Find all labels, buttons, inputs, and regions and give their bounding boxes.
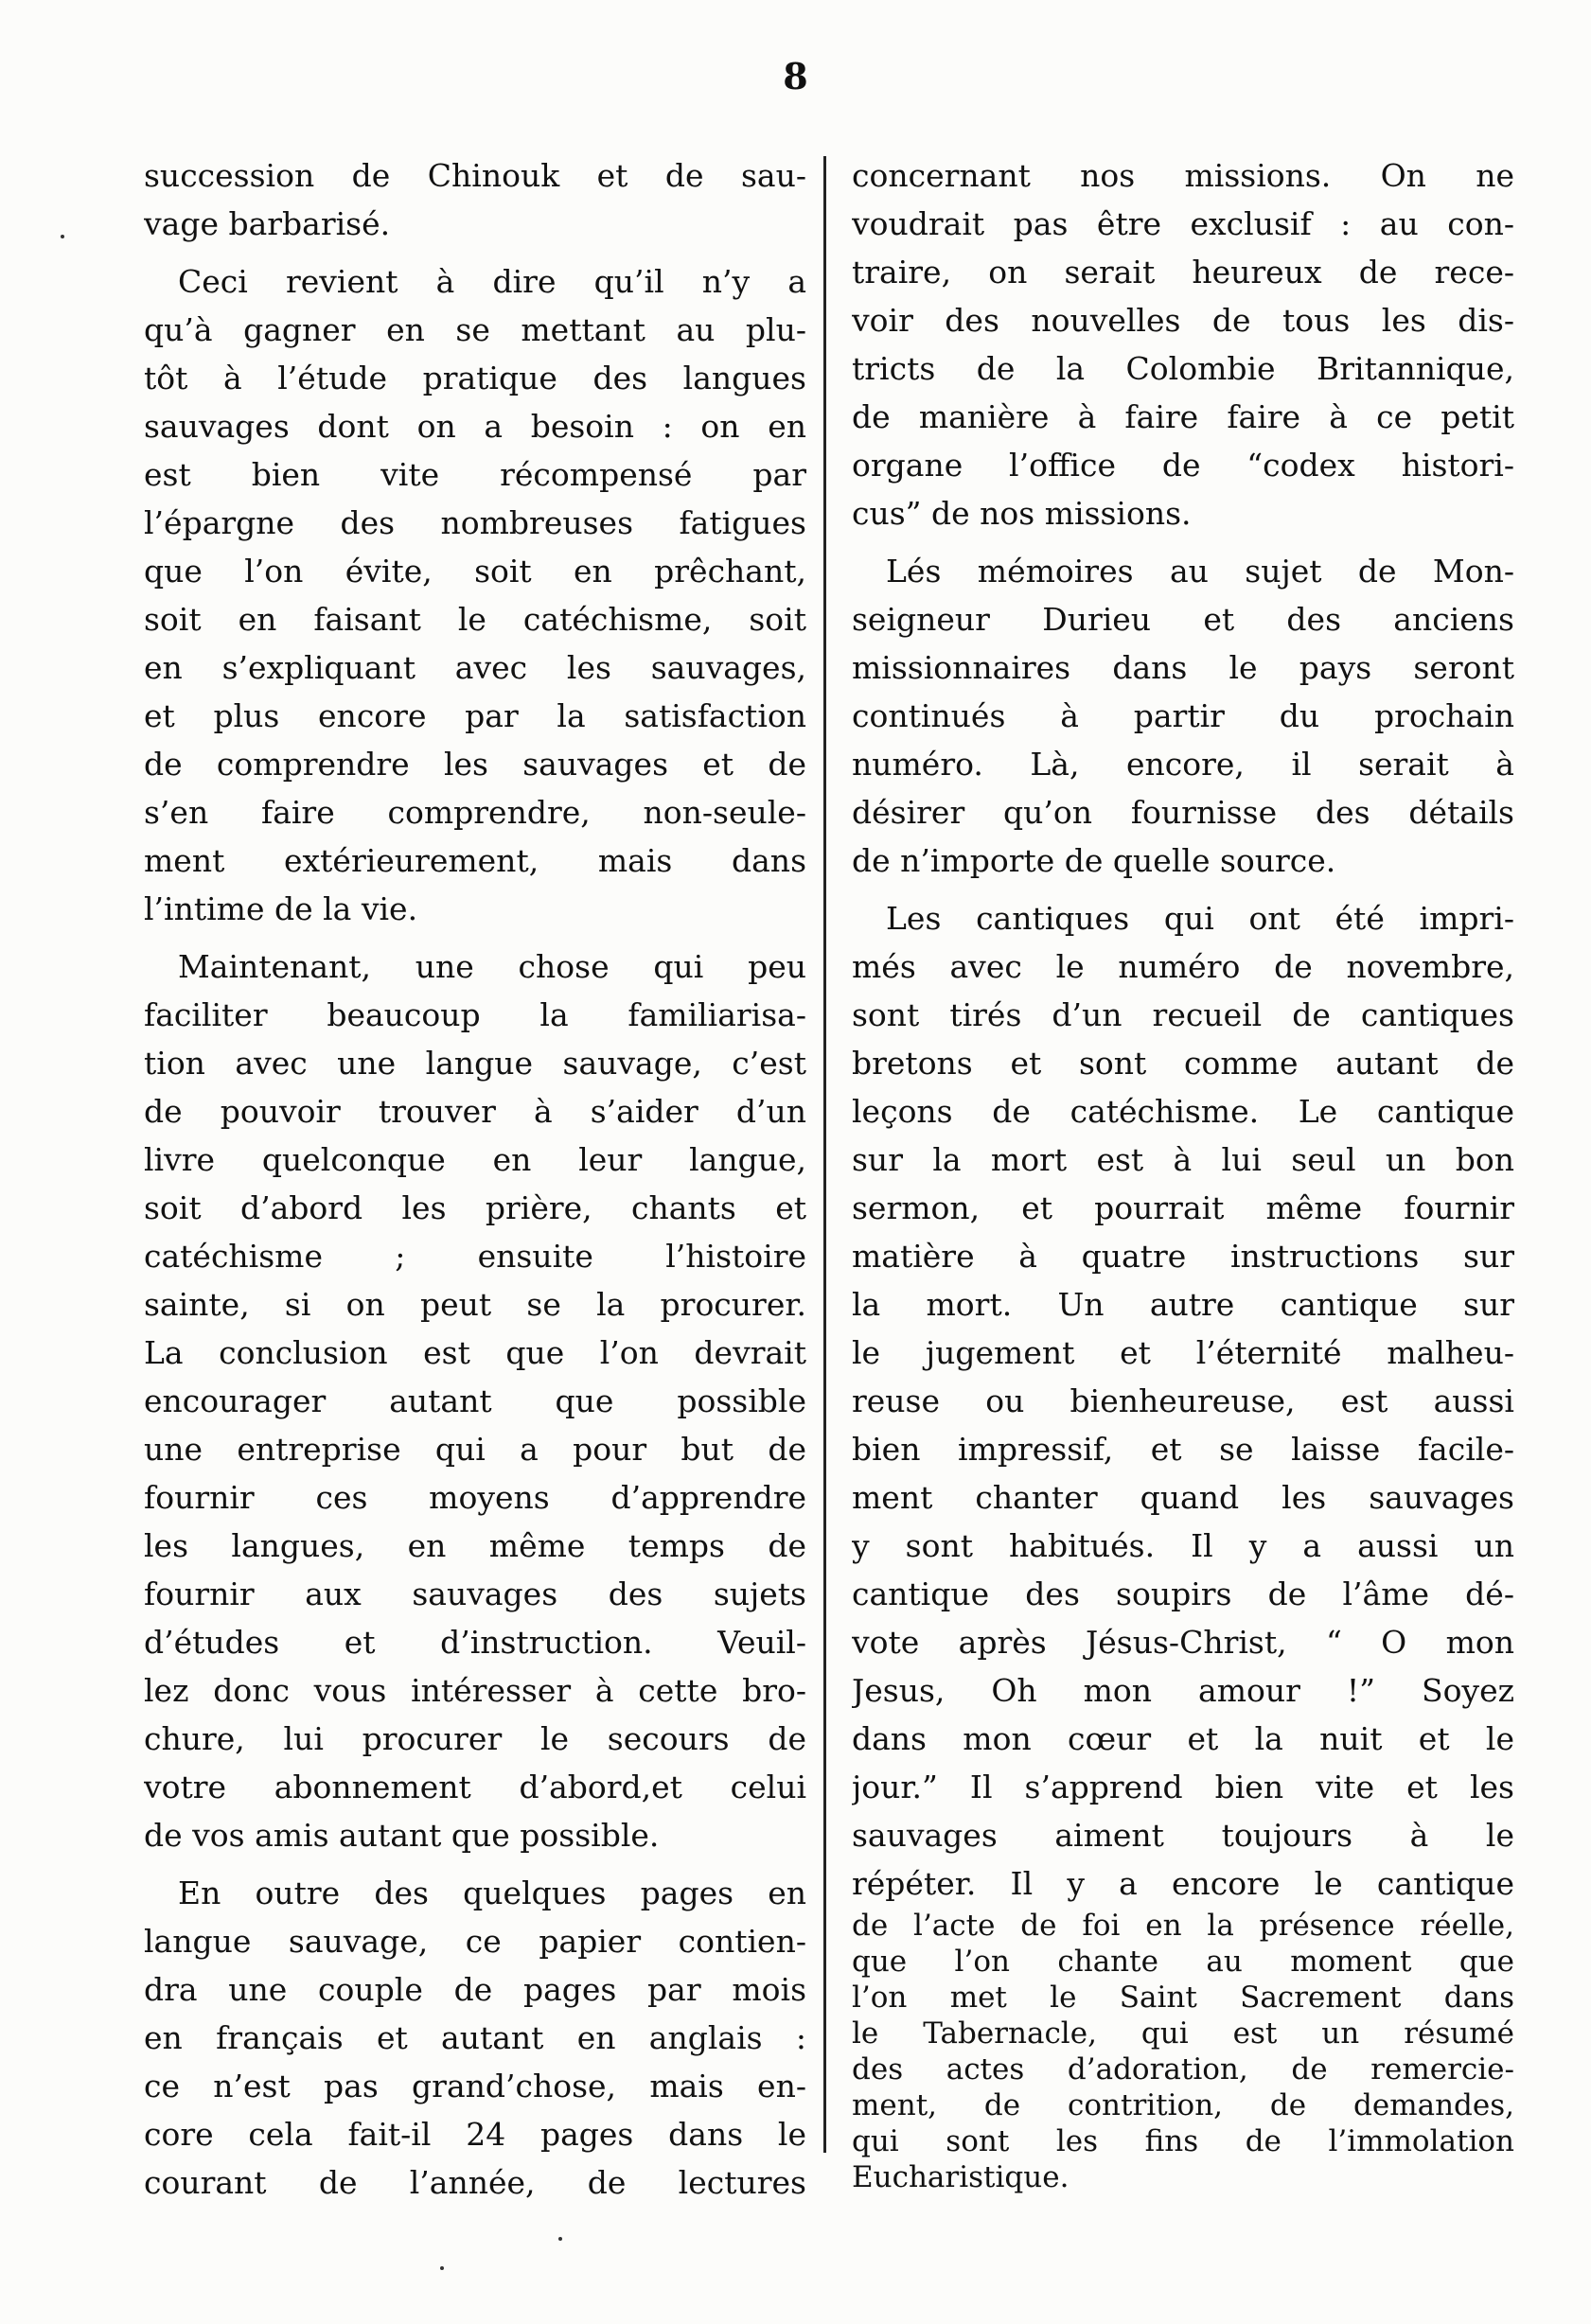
text-line: sont tirés d’un recueil de cantiques bbox=[852, 996, 1514, 1033]
text-line: langue sauvage, ce papier contien- bbox=[144, 1923, 806, 1960]
column-divider bbox=[823, 156, 826, 2153]
text-line: En outre des quelques pages en bbox=[178, 1875, 806, 1911]
text-line: bretons et sont comme autant de bbox=[852, 1045, 1514, 1082]
text-line: catéchisme ; ensuite l’histoire bbox=[144, 1238, 806, 1275]
text-line: Ceci revient à dire qu’il n’y a bbox=[178, 263, 806, 300]
text-line: livre quelconque en leur langue, bbox=[144, 1141, 806, 1178]
text-line: missionnaires dans le pays seront bbox=[852, 649, 1514, 686]
text-line: est bien vite récompensé par bbox=[144, 456, 806, 493]
text-line: soit en faisant le catéchisme, soit bbox=[144, 601, 806, 638]
text-line: tion avec une langue sauvage, c’est bbox=[144, 1045, 806, 1082]
text-line: vote après Jésus-Christ, “ O mon bbox=[852, 1624, 1514, 1661]
print-speck bbox=[440, 2266, 444, 2270]
print-speck bbox=[61, 235, 64, 238]
text-line: la mort. Un autre cantique sur bbox=[852, 1286, 1514, 1323]
text-line: désirer qu’on fournisse des détails bbox=[852, 794, 1514, 831]
text-line: voudrait pas être exclusif : au con- bbox=[852, 205, 1514, 242]
text-line: l’intime de la vie. bbox=[144, 890, 418, 927]
text-line: sauvages aiment toujours à le bbox=[852, 1817, 1514, 1854]
text-line: sermon, et pourrait même fournir bbox=[852, 1189, 1514, 1226]
text-line: l’on met le Saint Sacrement dans bbox=[852, 1981, 1514, 2015]
text-line: ment extérieurement, mais dans bbox=[144, 842, 806, 879]
text-line: sauvages dont on a besoin : on en bbox=[144, 408, 806, 445]
text-line: reuse ou bienheureuse, est aussi bbox=[852, 1382, 1514, 1419]
text-line: jour.” Il s’apprend bien vite et les bbox=[852, 1769, 1514, 1805]
text-line: chure, lui procurer le secours de bbox=[144, 1720, 806, 1757]
text-line: ment chanter quand les sauvages bbox=[852, 1479, 1514, 1516]
text-line: qui sont les fins de l’immolation bbox=[852, 2124, 1514, 2158]
text-line: organe l’office de “codex histori- bbox=[852, 447, 1514, 484]
text-line: tôt à l’étude pratique des langues bbox=[144, 360, 806, 396]
text-line: une entreprise qui a pour but de bbox=[144, 1431, 806, 1468]
text-line: faciliter beaucoup la familiarisa- bbox=[144, 996, 806, 1033]
text-line: soit d’abord les prière, chants et bbox=[144, 1189, 806, 1226]
right-column bbox=[852, 151, 1514, 2195]
text-line: d’études et d’instruction. Veuil- bbox=[144, 1624, 806, 1661]
text-line: répéter. Il y a encore le cantique bbox=[852, 1865, 1514, 1902]
text-line: Les cantiques qui ont été impri- bbox=[886, 900, 1514, 937]
left-column bbox=[144, 151, 806, 2207]
text-line: cus” de nos missions. bbox=[852, 495, 1192, 532]
text-line: de comprendre les sauvages et de bbox=[144, 746, 806, 783]
print-speck bbox=[558, 2237, 562, 2241]
text-line: en français et autant en anglais : bbox=[144, 2019, 806, 2056]
text-line: des actes d’adoration, de remercie- bbox=[852, 2052, 1514, 2086]
text-line: seigneur Durieu et des anciens bbox=[852, 601, 1514, 638]
text-line: Maintenant, une chose qui peu bbox=[178, 948, 806, 985]
text-line: lez donc vous intéresser à cette bro- bbox=[144, 1672, 806, 1709]
text-line: sur la mort est à lui seul un bon bbox=[852, 1141, 1514, 1178]
text-line: que l’on évite, soit en prêchant, bbox=[144, 553, 806, 590]
text-line: traire, on serait heureux de rece- bbox=[852, 254, 1514, 290]
text-line: que l’on chante au moment que bbox=[852, 1945, 1514, 1979]
text-line: leçons de catéchisme. Le cantique bbox=[852, 1093, 1514, 1130]
text-line: le jugement et l’éternité malheu- bbox=[852, 1334, 1514, 1371]
text-line: bien impressif, et se laisse facile- bbox=[852, 1431, 1514, 1468]
text-line: courant de l’année, de lectures bbox=[144, 2164, 806, 2201]
page-number: 8 bbox=[783, 55, 808, 97]
text-line: s’en faire comprendre, non-seule- bbox=[144, 794, 806, 831]
text-line: succession de Chinouk et de sau- bbox=[144, 157, 806, 194]
text-line: y sont habitués. Il y a aussi un bbox=[852, 1527, 1514, 1564]
text-line: en s’expliquant avec les sauvages, bbox=[144, 649, 806, 686]
text-line: La conclusion est que l’on devrait bbox=[144, 1334, 806, 1371]
text-line: de vos amis autant que possible. bbox=[144, 1817, 660, 1854]
text-line: l’épargne des nombreuses fatigues bbox=[144, 504, 806, 541]
text-line: Lés mémoires au sujet de Mon- bbox=[886, 553, 1514, 590]
text-line: votre abonnement d’abord,et celui bbox=[144, 1769, 806, 1805]
text-line: tricts de la Colombie Britannique, bbox=[852, 350, 1514, 387]
text-line: Jesus, Oh mon amour !” Soyez bbox=[852, 1672, 1514, 1709]
text-line: cantique des soupirs de l’âme dé- bbox=[852, 1576, 1514, 1612]
text-line: de l’acte de foi en la présence réelle, bbox=[852, 1909, 1514, 1943]
text-line: concernant nos missions. On ne bbox=[852, 157, 1514, 194]
text-line: voir des nouvelles de tous les dis- bbox=[852, 302, 1514, 339]
text-line: dans mon cœur et la nuit et le bbox=[852, 1720, 1514, 1757]
text-line: de n’importe de quelle source. bbox=[852, 842, 1336, 879]
text-line: ce n’est pas grand’chose, mais en- bbox=[144, 2068, 806, 2104]
text-line: més avec le numéro de novembre, bbox=[852, 948, 1514, 985]
text-line: de pouvoir trouver à s’aider d’un bbox=[144, 1093, 806, 1130]
text-line: les langues, en même temps de bbox=[144, 1527, 806, 1564]
text-line: ment, de contrition, de demandes, bbox=[852, 2088, 1514, 2122]
text-line: continués à partir du prochain bbox=[852, 697, 1514, 734]
text-line: le Tabernacle, qui est un résumé bbox=[852, 2016, 1514, 2051]
text-line: de manière à faire faire à ce petit bbox=[852, 398, 1514, 435]
text-line: vage barbarisé. bbox=[144, 205, 391, 242]
text-line: core cela fait-il 24 pages dans le bbox=[144, 2116, 806, 2153]
text-line: matière à quatre instructions sur bbox=[852, 1238, 1514, 1275]
text-line: numéro. Là, encore, il serait à bbox=[852, 746, 1514, 783]
text-line: Eucharistique. bbox=[852, 2160, 1070, 2194]
text-line: encourager autant que possible bbox=[144, 1382, 806, 1419]
text-line: fournir aux sauvages des sujets bbox=[144, 1576, 806, 1612]
text-line: qu’à gagner en se mettant au plu- bbox=[144, 311, 806, 348]
text-line: sainte, si on peut se la procurer. bbox=[144, 1286, 806, 1323]
text-line: et plus encore par la satisfaction bbox=[144, 697, 806, 734]
text-line: fournir ces moyens d’apprendre bbox=[144, 1479, 806, 1516]
text-line: dra une couple de pages par mois bbox=[144, 1971, 806, 2008]
